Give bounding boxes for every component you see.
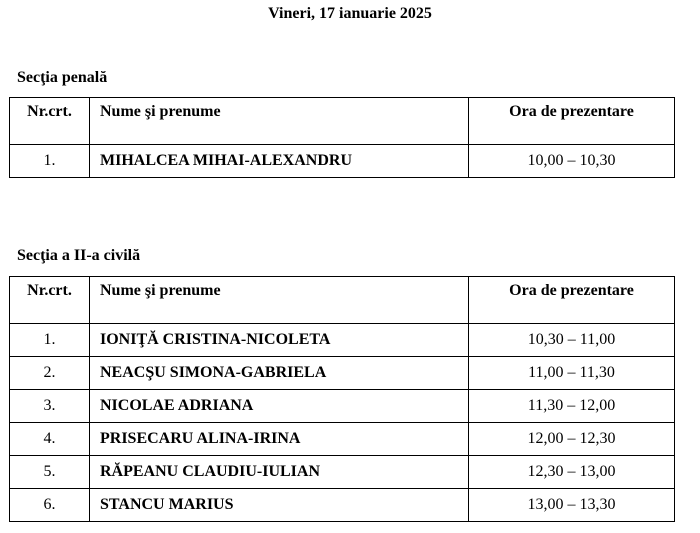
section-title-penal: Secţia penală <box>17 69 108 86</box>
row-name: RĂPEANU CLAUDIU-IULIAN <box>90 456 469 489</box>
table-row <box>10 456 675 489</box>
table-header-row <box>10 277 675 324</box>
row-name: NICOLAE ADRIANA <box>90 390 469 423</box>
column-header-nr: Nr.crt. <box>10 98 90 145</box>
row-number: 3. <box>10 390 90 423</box>
row-name: MIHALCEA MIHAI-ALEXANDRU <box>90 145 469 178</box>
row-name: NEACŞU SIMONA-GABRIELA <box>90 357 469 390</box>
row-name: PRISECARU ALINA-IRINA <box>90 423 469 456</box>
row-time: 13,00 – 13,30 <box>469 489 675 522</box>
table-header-row <box>10 98 675 145</box>
row-time: 12,30 – 13,00 <box>469 456 675 489</box>
column-header-time: Ora de prezentare <box>469 98 675 145</box>
table-row <box>10 324 675 357</box>
row-name: IONIŢĂ CRISTINA-NICOLETA <box>90 324 469 357</box>
row-number: 6. <box>10 489 90 522</box>
section-title-civil: Secţia a II-a civilă <box>17 247 141 264</box>
row-time: 10,30 – 11,00 <box>469 324 675 357</box>
table-row <box>10 390 675 423</box>
row-number: 1. <box>10 324 90 357</box>
column-header-nr: Nr.crt. <box>10 277 90 324</box>
table-row <box>10 357 675 390</box>
table-row <box>10 145 675 178</box>
row-number: 2. <box>10 357 90 390</box>
row-time: 10,00 – 10,30 <box>469 145 675 178</box>
row-name: STANCU MARIUS <box>90 489 469 522</box>
row-number: 4. <box>10 423 90 456</box>
column-header-time: Ora de prezentare <box>469 277 675 324</box>
schedule-table-civil <box>9 276 675 522</box>
row-time: 11,30 – 12,00 <box>469 390 675 423</box>
row-time: 12,00 – 12,30 <box>469 423 675 456</box>
table-row <box>10 489 675 522</box>
schedule-table-penal <box>9 97 675 178</box>
table-row <box>10 423 675 456</box>
row-number: 1. <box>10 145 90 178</box>
column-header-name: Nume şi prenume <box>90 98 469 145</box>
column-header-name: Nume şi prenume <box>90 277 469 324</box>
row-time: 11,00 – 11,30 <box>469 357 675 390</box>
date-heading: Vineri, 17 ianuarie 2025 <box>268 5 432 22</box>
row-number: 5. <box>10 456 90 489</box>
